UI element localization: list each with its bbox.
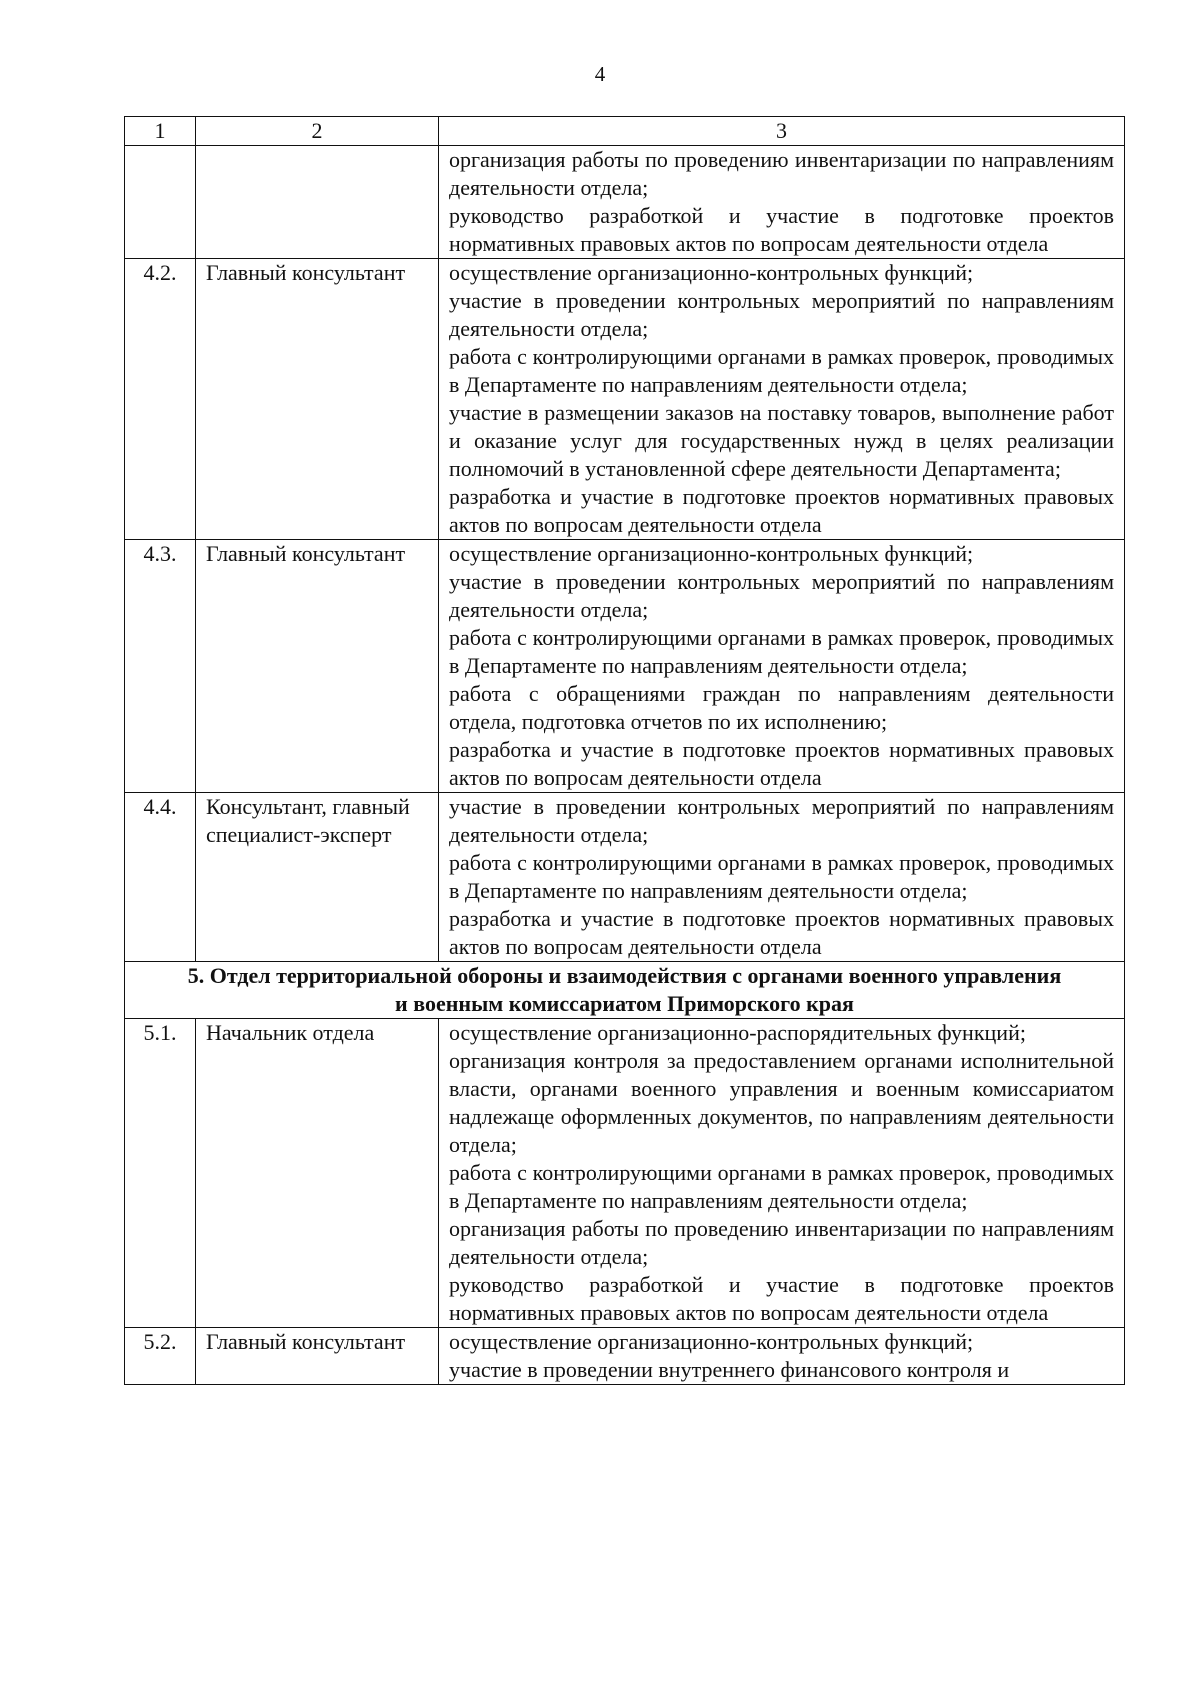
duty-item: участие в проведении контрольных мероприятий по направлениям деятельности отдела;: [449, 569, 1114, 622]
duty-item: осуществление организационно-контрольных функций;: [449, 260, 974, 285]
duty-item: работа с контролирующими органами в рамках проверок, проводимых в Департаменте по направлениям деятельности отдела;: [449, 625, 1114, 678]
duties-cell: [439, 1019, 1125, 1328]
section-heading-row: [125, 962, 1125, 1019]
section-heading-line-2: и военным комиссариатом Приморского края: [395, 991, 854, 1016]
position-cell: Главный консультант: [196, 259, 439, 540]
duty-item: разработка и участие в подготовке проектов нормативных правовых актов по вопросам деятельности отдела: [449, 737, 1114, 790]
duty-item: руководство разработкой и участие в подготовке проектов нормативных правовых актов по вопросам деятельности отдела: [449, 1272, 1114, 1325]
duty-item: организация работы по проведению инвентаризации по направлениям деятельности отдела;: [449, 1216, 1114, 1269]
duties-cell: [439, 540, 1125, 793]
column-header-3: 3: [439, 117, 1125, 146]
position-cell: [196, 146, 439, 259]
position-cell: Главный консультант: [196, 1328, 439, 1385]
staff-duties-table: [124, 116, 1125, 1385]
duty-item: организация контроля за предоставлением органами исполнительной власти, органами военного управления и военным комиссариатом надлежаще оформленных документов, по направлениям деятельности отдела;: [449, 1048, 1114, 1157]
position-cell: Консультант, главный специалист-эксперт: [196, 793, 439, 962]
duties-cell: [439, 146, 1125, 259]
table-row: [125, 540, 1125, 793]
page-number: 4: [594, 62, 606, 86]
duty-item: осуществление организационно-распорядительных функций;: [449, 1020, 1026, 1045]
duties-cell: [439, 793, 1125, 962]
table-row: [125, 259, 1125, 540]
section-heading-line-1: 5. Отдел территориальной обороны и взаимодействия с органами военного управления: [187, 963, 1062, 988]
table-header-row: [125, 117, 1125, 146]
duty-item: участие в проведении контрольных мероприятий по направлениям деятельности отдела;: [449, 288, 1114, 341]
duty-item: работа с контролирующими органами в рамках проверок, проводимых в Департаменте по направлениям деятельности отдела;: [449, 850, 1114, 903]
section-heading: [125, 962, 1125, 1019]
table-row: [125, 1328, 1125, 1385]
table-row: [125, 793, 1125, 962]
table-row: [125, 146, 1125, 259]
position-cell: Главный консультант: [196, 540, 439, 793]
duty-item: работа с контролирующими органами в рамках проверок, проводимых в Департаменте по направлениям деятельности отдела;: [449, 1160, 1114, 1213]
duty-item: работа с контролирующими органами в рамках проверок, проводимых в Департаменте по направлениям деятельности отдела;: [449, 344, 1114, 397]
row-number: 4.4.: [125, 793, 196, 962]
duty-item: осуществление организационно-контрольных функций;: [449, 541, 974, 566]
row-number: 5.1.: [125, 1019, 196, 1328]
column-header-2: 2: [196, 117, 439, 146]
duty-item: участие в размещении заказов на поставку товаров, выполнение работ и оказание услуг для государственных нужд в целях реализации полномочий в установленной сфере деятельности Департамента;: [449, 400, 1114, 481]
duties-cell: [439, 1328, 1125, 1385]
duty-item: работа с обращениями граждан по направлениям деятельности отдела, подготовка отчетов по их исполнению;: [449, 681, 1114, 734]
duty-item: разработка и участие в подготовке проектов нормативных правовых актов по вопросам деятельности отдела: [449, 906, 1114, 959]
duty-item: разработка и участие в подготовке проектов нормативных правовых актов по вопросам деятельности отдела: [449, 484, 1114, 537]
row-number: 4.3.: [125, 540, 196, 793]
row-number: [125, 146, 196, 259]
row-number: 5.2.: [125, 1328, 196, 1385]
row-number: 4.2.: [125, 259, 196, 540]
table-row: [125, 1019, 1125, 1328]
duty-item: руководство разработкой и участие в подготовке проектов нормативных правовых актов по вопросам деятельности отдела: [449, 203, 1114, 256]
duty-item: осуществление организационно-контрольных функций;: [449, 1329, 974, 1354]
duty-item: участие в проведении внутреннего финансового контроля и: [449, 1357, 1010, 1382]
duty-item: участие в проведении контрольных мероприятий по направлениям деятельности отдела;: [449, 794, 1114, 847]
duty-item: организация работы по проведению инвентаризации по направлениям деятельности отдела;: [449, 147, 1114, 200]
position-cell: Начальник отдела: [196, 1019, 439, 1328]
duties-cell: [439, 259, 1125, 540]
column-header-1: 1: [125, 117, 196, 146]
